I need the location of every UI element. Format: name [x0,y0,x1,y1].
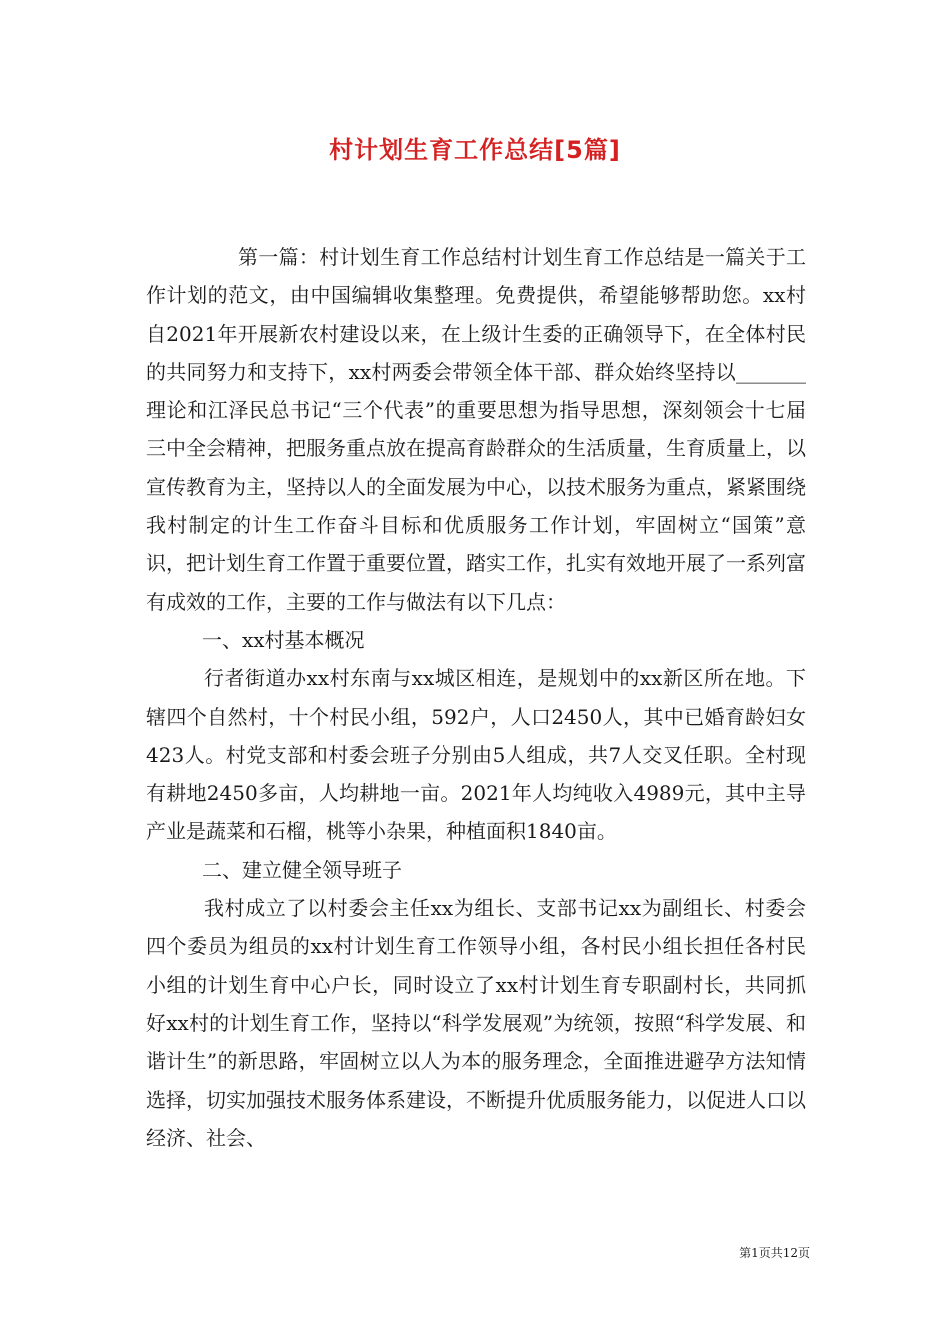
paragraph-leadership: 我村成立了以村委会主任xx为组长、支部书记xx为副组长、村委会四个委员为组员的xx村计划生育工作领导小组，各村民小组长担任各村民小组的计划生育中心户长，同时设立了xx村计划生育专职副村长，共同抓好xx村的计划生育工作，坚持以“科学发展观”为统领，按照“科学发展、和谐计生”的新思路，牢固树立以人为本的服务理念，全面推进避孕方法知情选择，切实加强技术服务体系建设，不断提升优质服务能力，以促进人口以经济、社会、 [146,896,806,1150]
section-heading-overview: 一、xx村基本概况 [202,627,365,652]
page-title: 村计划生育工作总结[5篇] [329,136,621,164]
section-heading-leadership: 二、建立健全领导班子 [202,857,402,882]
paragraph-intro: 第一篇：村计划生育工作总结村计划生育工作总结是一篇关于工作计划的范文，由中国编辑收集整理。免费提供，希望能够帮助您。xx村自2021年开展新农村建设以来，在上级计生委的正确领导下，在全体村民的共同努力和支持下，xx村两委会带领全体干部、群众始终坚持以_______理论和江泽民总书记“三个代表”的重要思想为指导思想，深刻领会十七届三中全会精神，把服务重点放在提高育龄群众的生活质量，生育质量上，以宣传教育为主，坚持以人的全面发展为中心，以技术服务为重点，紧紧围绕我村制定的计生工作奋斗目标和优质服务工作计划，牢固树立“国策”意识，把计划生育工作置于重要位置，踏实工作，扎实有效地开展了一系列富有成效的工作，主要的工作与做法有以下几点： [146,245,806,614]
document-body [146,238,806,1157]
page-number: 第1页共12页 [739,1246,810,1260]
paragraph-overview: 行者街道办xx村东南与xx城区相连，是规划中的xx新区所在地。下辖四个自然村，十个村民小组，592户，人口2450人，其中已婚育龄妇女423人。村党支部和村委会班子分别由5人组成，共7人交叉任职。全村现有耕地2450多亩，人均耕地一亩。2021年人均纯收入4989元，其中主导产业是蔬菜和石榴，桃等小杂果，种植面积1840亩。 [146,666,806,844]
